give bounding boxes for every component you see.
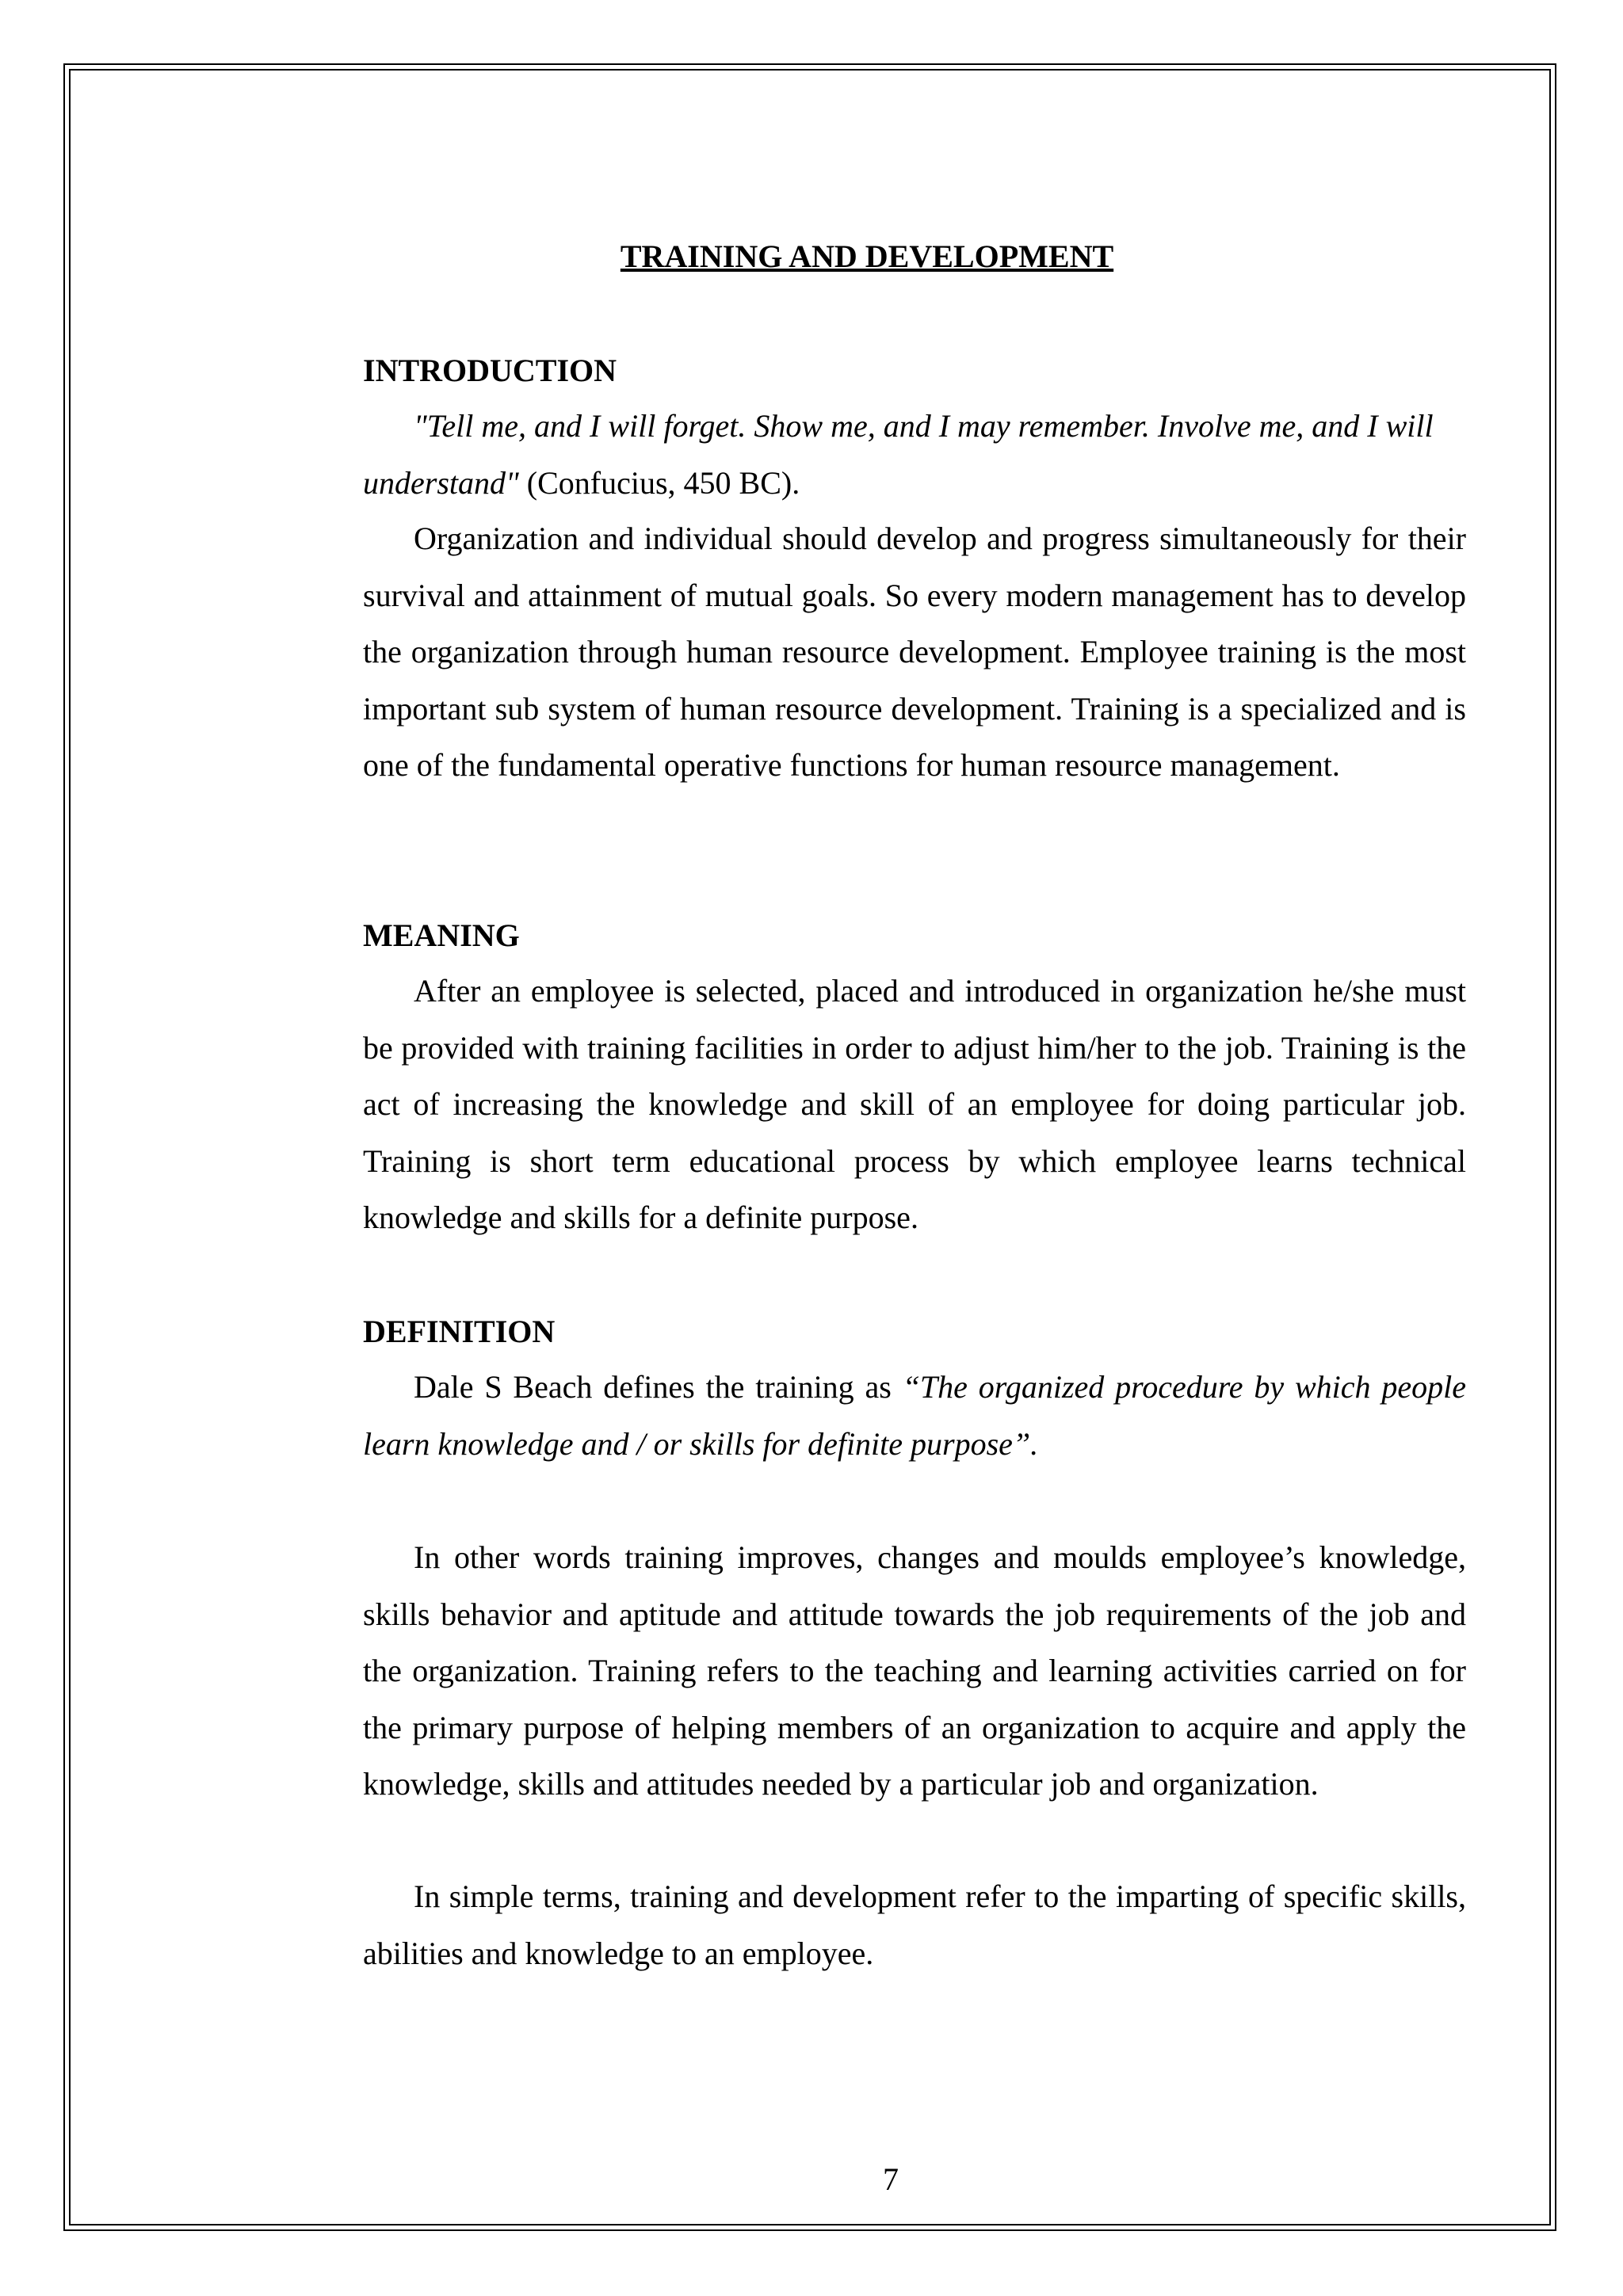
definition-paragraph-3: In simple terms, training and development refer to the imparting of specific skills, abilities and knowledge to an employee. [363,1878,1466,1971]
page-number: 7 [883,2161,899,2197]
introduction-quote-paragraph [363,398,1466,511]
definition-lead-in: Dale S Beach defines the training as [414,1369,903,1405]
document-title: TRAINING AND DEVELOPMENT [620,238,1114,274]
quote-attribution: (Confucius, 450 BC). [518,464,800,501]
introduction-heading: INTRODUCTION [363,353,617,388]
introduction-paragraph: Organization and individual should develop and progress simultaneously for their survival and attainment of mutual goals. So every modern management has to develop the organization through human resource development. Employee training is the most important sub system of human resource development. Training is a specialized and is one of the fundamental operative functions for human resource management. [363,521,1466,783]
confucius-quote: "Tell me, and I will forget. Show me, and I may remember. Involve me, and I will understand" [363,408,1434,501]
definition-paragraph [363,1359,1466,1472]
meaning-heading: MEANING [363,917,520,953]
meaning-paragraph: After an employee is selected, placed and introduced in organization he/she must be provided with training facilities in order to adjust him/her to the job. Training is the act of increasing the knowledge and skill of an employee for doing particular job. Training is short term educational process by which employee learns technical knowledge and skills for a definite purpose. [363,973,1466,1235]
definition-paragraph-2: In other words training improves, changes and moulds employee’s knowledge, skills behavior and aptitude and attitude towards the job requirements of the job and the organization. Training refers to the teaching and learning activities carried on for the primary purpose of helping members of an organization to acquire and apply the knowledge, skills and attitudes needed by a particular job and organization. [363,1539,1466,1802]
definition-heading: DEFINITION [363,1314,556,1349]
dale-beach-quote: “The organized procedure by which people learn knowledge and / or skills for definite purpose”. [363,1369,1466,1462]
